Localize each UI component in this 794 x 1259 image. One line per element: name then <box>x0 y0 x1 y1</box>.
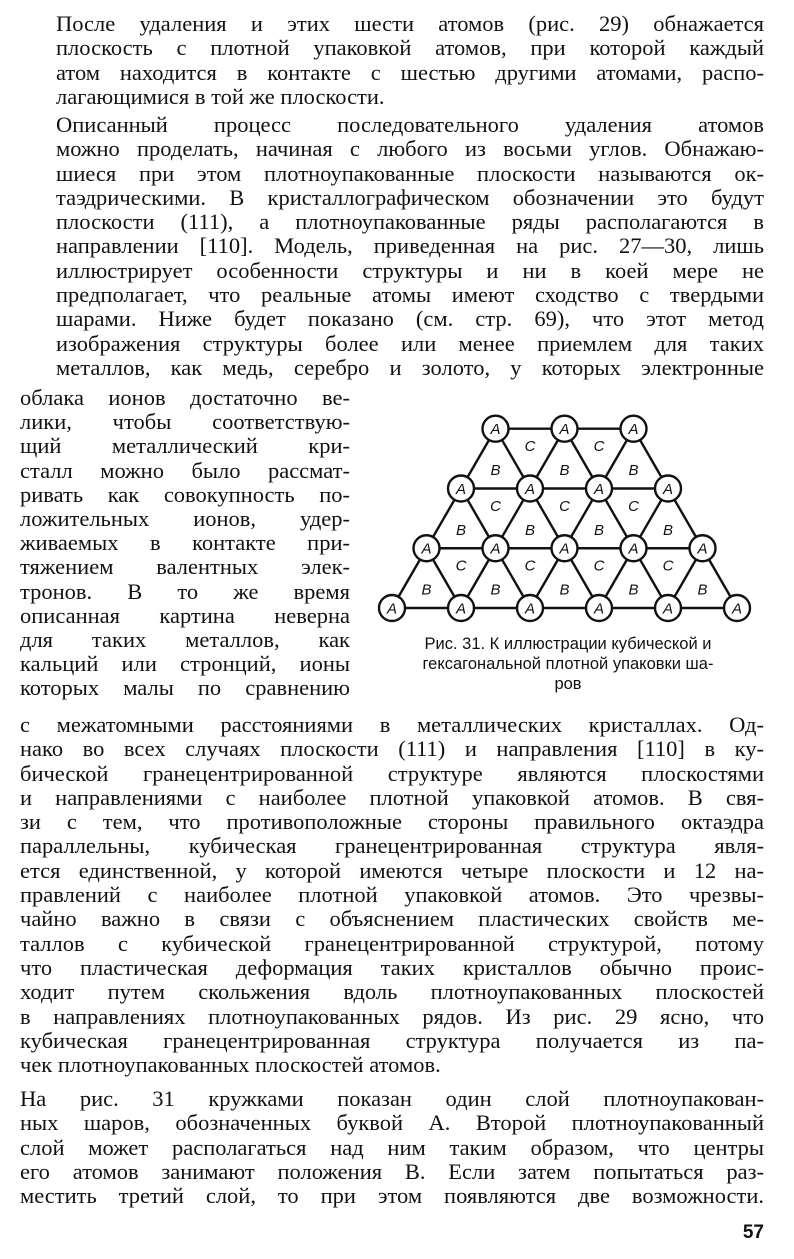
label-b: B <box>524 521 536 539</box>
text-line: и направлениями с наиболее плотной упаковкой атомов. В свя- <box>20 784 764 810</box>
text-line: плоскости (111), а плотноупакованные ряды располагаются в <box>56 209 764 235</box>
text-line: бической гранецентрированной структуре являются плоскостями <box>20 760 764 786</box>
label-a: A <box>386 600 398 618</box>
text-line: живаемых в контакте при- <box>20 530 350 556</box>
text-line: параллельны, кубическая гранецентрированная структура явля- <box>20 833 764 859</box>
text-line: металлов, как медь, серебро и золото, у которых электронные <box>56 354 764 380</box>
label-b: B <box>559 581 570 599</box>
text-line: плоскость с плотной упаковкой атомов, при которой каждый <box>56 35 764 61</box>
text-line: слой может располагаться над ним таким образом, что центры <box>20 1134 764 1160</box>
label-c: C <box>559 497 570 515</box>
text-line: иллюстрирует особенности структуры и ни в коей мере не <box>56 257 764 283</box>
text-line: ривать как совокупность по- <box>20 481 350 507</box>
label-a: A <box>593 600 605 618</box>
label-b: B <box>490 581 501 599</box>
label-a: A <box>455 600 467 618</box>
text-line: зи с тем, что противоположные стороны правильного октаэдра <box>20 809 764 835</box>
text-line: сталл можно было рассмат- <box>20 457 350 483</box>
label-b: B <box>662 521 674 539</box>
text-line: ходит путем скольжения вдоль плотноупакованных плоскостей <box>20 979 764 1005</box>
label-b: B <box>421 581 432 599</box>
text-line: что пластическая деформация таких кристаллов обычно проис- <box>20 954 764 980</box>
text-line: для таких металлов, как <box>20 627 350 653</box>
label-a: A <box>524 480 536 498</box>
label-a: A <box>455 480 467 498</box>
label-b: B <box>628 581 639 599</box>
label-a: A <box>697 540 708 558</box>
text-line: нако во всех случаях плоскости (111) и направления [110] в ку- <box>20 736 764 762</box>
text-line: шарами. Ниже будет показано (см. стр. 69), что этот метод <box>56 306 764 332</box>
figure-caption <box>378 634 758 694</box>
text-line: ложительных ионов, удер- <box>20 506 350 532</box>
page-number: 57 <box>742 1222 764 1243</box>
label-a: A <box>490 540 501 558</box>
text-line: ется единственной, у которой имеются четыре плоскости и 12 на- <box>20 857 764 883</box>
label-a: A <box>524 600 536 618</box>
paragraph-2-continuation <box>20 713 764 1077</box>
label-a: A <box>628 421 639 439</box>
text-line: лагающимися в той же плоскости. <box>56 83 385 109</box>
label-a: A <box>559 540 570 558</box>
caption-line: Рис. 31. К иллюстрации кубической и <box>424 635 712 653</box>
text-line: которых малы по сравнению <box>20 675 350 701</box>
label-a: A <box>559 421 570 439</box>
label-c: C <box>455 557 467 575</box>
text-line: описанная картина неверна <box>20 602 350 628</box>
paragraph-2 <box>56 113 764 380</box>
label-c: C <box>628 497 639 515</box>
text-line: можно проделать, начиная с любого из восьми углов. Обнажаю- <box>56 136 764 162</box>
caption-line: ров <box>554 675 582 693</box>
text-line: с межатомными расстояниями в металлических кристаллах. Од- <box>20 712 764 737</box>
text-line: Описанный процесс последовательного удаления атомов <box>56 112 764 137</box>
paragraph-2-wrapped-column <box>20 386 350 701</box>
label-b: B <box>559 462 570 480</box>
text-line: предполагает, что реальные атомы имеют сходство с твердыми <box>56 282 764 308</box>
label-c: C <box>593 557 605 575</box>
text-line: ных шаров, обозначенных буквой А. Второй плотноупакованный <box>20 1110 764 1136</box>
label-a: A <box>421 540 432 558</box>
label-a: A <box>731 600 743 618</box>
label-a: A <box>593 480 605 498</box>
text-line: лики, чтобы соответствую- <box>20 409 350 435</box>
text-line: правлений с наиболее плотной упаковкой атомов. Это чрезвы- <box>20 882 764 908</box>
label-a: A <box>490 421 501 439</box>
label-b: B <box>697 581 708 599</box>
paragraph-1 <box>56 12 764 109</box>
label-c: C <box>490 497 501 515</box>
text-line: таэдрическими. В кристаллографическом обозначении это будут <box>56 184 764 210</box>
label-a: A <box>662 600 674 618</box>
label-b: B <box>490 462 501 480</box>
text-line: направлении [110]. Модель, приведенная на рис. 27—30, лишь <box>56 233 764 259</box>
text-line: кубическая гранецентрированная структура получается из па- <box>20 1027 764 1053</box>
text-line: таллов с кубической гранецентрированной структурой, потому <box>20 930 764 956</box>
text-line: его атомов занимают положения В. Если затем попытаться раз- <box>20 1158 764 1184</box>
text-line: атом находится в контакте с шестью другими атомами, распо- <box>56 59 764 85</box>
text-line: облака ионов достаточно ве- <box>20 385 350 410</box>
caption-line: гексагональной плотной упаковки ша- <box>422 655 714 673</box>
text-line: тронов. В то же время <box>20 578 350 604</box>
label-a: A <box>662 480 674 498</box>
text-line: кальций или стронций, ионы <box>20 651 350 677</box>
figure-31-lattice-diagram <box>370 396 760 628</box>
label-c: C <box>593 438 605 456</box>
label-c: C <box>524 557 536 575</box>
text-line: чек плотноупакованных плоскостей атомов. <box>20 1052 441 1078</box>
text-line: шиеся при этом плотноупакованные плоскости называются ок- <box>56 160 764 186</box>
label-b: B <box>628 462 639 480</box>
text-line: чайно важно в связи с объяснением пластических свойств ме- <box>20 906 764 932</box>
label-c: C <box>524 438 536 456</box>
text-line: местить третий слой, то при этом появляются две возможности. <box>20 1183 764 1209</box>
text-line: щий металлический кри- <box>20 433 350 459</box>
label-b: B <box>593 521 605 539</box>
text-line: в направлениях плотноупакованных рядов. Из рис. 29 ясно, что <box>20 1003 764 1029</box>
text-line: После удаления и этих шести атомов (рис. 29) обнажается <box>56 11 764 36</box>
text-line: На рис. 31 кружками показан один слой плотноупакован- <box>20 1086 764 1111</box>
label-b: B <box>455 521 467 539</box>
label-a: A <box>628 540 639 558</box>
text-line: изображения структуры более или менее приемлем для таких <box>56 330 764 356</box>
paragraph-3 <box>20 1087 764 1208</box>
label-c: C <box>662 557 674 575</box>
text-line: тяжением валентных элек- <box>20 554 350 580</box>
